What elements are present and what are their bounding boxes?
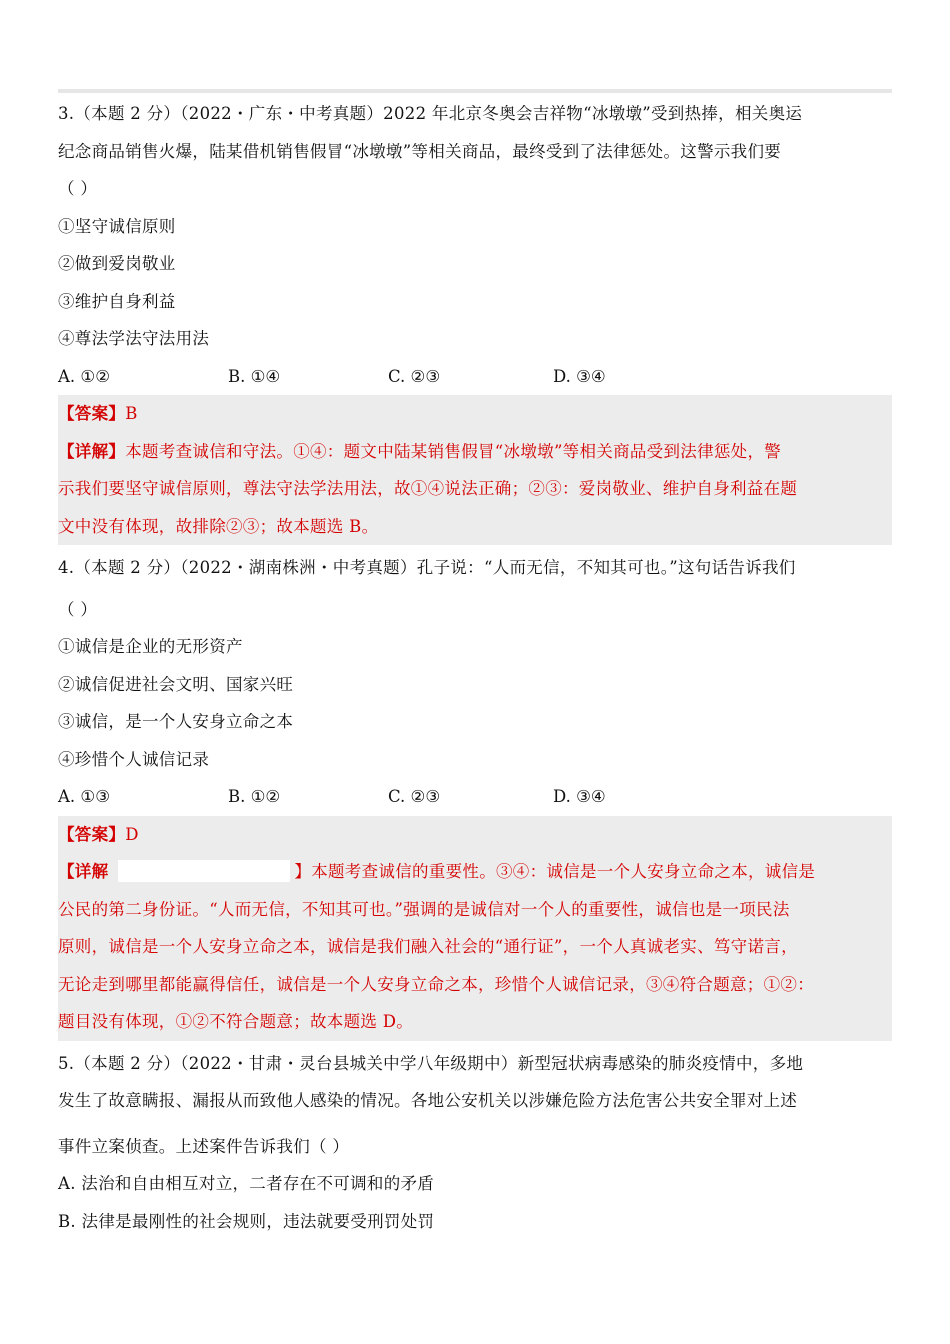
q4-item-3: ③诚信，是一个人安身立命之本 [58,712,294,731]
q4-option-a: A. ①③ [58,787,110,806]
q4-stem-line-2: （ ） [58,599,98,619]
q4-answer-box [58,816,892,1041]
question-3 [58,95,892,545]
q4-answer-tag: 【答案】 [58,824,126,844]
q4-options [58,778,892,816]
q3-detail-line-2: 示我们要坚守诚信原则，尊法守法学法用法，故①④说法正确；②③：爱岗敬业、维护自身利益在题 [58,479,798,498]
q4-detail-first: 】本题考查诚信的重要性。③④：诚信是一个人安身立命之本，诚信是 [294,862,816,881]
document-page [58,95,892,1240]
q3-answer-box [58,395,892,545]
q5-option-b: B. 法律是最刚性的社会规则，违法就要受刑罚处罚 [58,1211,435,1231]
q3-answer: B [125,404,138,423]
q3-options [58,358,892,396]
q4-stem-line-1: 4.（本题 2 分）（2022・湖南株洲・中考真题）孔子说：“人而无信，不知其可也。”这句话告诉我们 [58,558,796,577]
question-4 [58,549,892,1041]
q3-answer-tag: 【答案】 [58,404,126,423]
q4-option-c: C. ②③ [388,787,441,806]
redaction-box [118,860,290,882]
q3-item-4: ④尊法学法守法用法 [58,329,210,348]
q3-item-1: ①坚守诚信原则 [58,216,176,236]
question-5 [58,1045,892,1241]
q3-option-b: B. ①④ [228,366,281,386]
q3-detail-line-3: 文中没有体现，故排除②③；故本题选 B。 [58,516,379,536]
q5-stem-line-3: 事件立案侦查。上述案件告诉我们（ ） [58,1136,350,1156]
q3-stem-line-3: （ ） [58,179,98,198]
header-rule [58,89,892,93]
q4-detail-line-2: 原则，诚信是一个人安身立命之本，诚信是我们融入社会的“通行证”，一个人真诚老实、笃守诺言， [58,937,798,956]
q4-detail-line-1: 公民的第二身份证。“人而无信，不知其可也。”强调的是诚信对一个人的重要性，诚信也是一项民法 [58,899,790,919]
q4-detail-line-3: 无论走到哪里都能赢得信任，诚信是一个人安身立命之本，珍惜个人诚信记录，③④符合题意；①②： [58,974,814,994]
q4-option-b: B. ①② [228,787,281,806]
q3-item-2: ②做到爱岗敬业 [58,254,176,273]
q3-option-c: C. ②③ [388,366,441,386]
q4-item-2: ②诚信促进社会文明、国家兴旺 [58,674,294,694]
q3-item-3: ③维护自身利益 [58,291,176,311]
q3-option-a: A. ①② [58,366,110,386]
q4-option-d: D. ③④ [553,787,606,806]
q3-option-d: D. ③④ [553,366,606,386]
q3-stem-line-1: 3.（本题 2 分）（2022・广东・中考真题）2022 年北京冬奥会吉祥物“冰墩墩”受到热捧，相关奥运 [58,104,803,123]
q3-stem-line-2: 纪念商品销售火爆，陆某借机销售假冒“冰墩墩”等相关商品，最终受到了法律惩处。这警示我们要 [58,141,782,161]
q5-stem-line-1: 5.（本题 2 分）（2022・甘肃・灵台县城关中学八年级期中）新型冠状病毒感染的肺炎疫情中，多地 [58,1053,804,1073]
q3-detail-tag: 【详解】 [58,441,126,461]
q5-stem-line-2: 发生了故意瞒报、漏报从而致他人感染的情况。各地公安机关以涉嫌危险方法危害公共安全罪对上述 [58,1091,798,1110]
q4-answer: D [125,824,139,844]
q4-detail-tag: 【详解 [58,862,109,881]
q4-detail-line-4: 题目没有体现，①②不符合题意；故本题选 D。 [58,1012,414,1031]
q4-item-1: ①诚信是企业的无形资产 [58,637,243,656]
q5-option-a: A. 法治和自由相互对立，二者存在不可调和的矛盾 [58,1174,435,1193]
q3-detail-line-1: 本题考查诚信和守法。①④：题文中陆某销售假冒“冰墩墩”等相关商品受到法律惩处，警 [125,441,782,461]
q4-item-4: ④珍惜个人诚信记录 [58,749,210,769]
